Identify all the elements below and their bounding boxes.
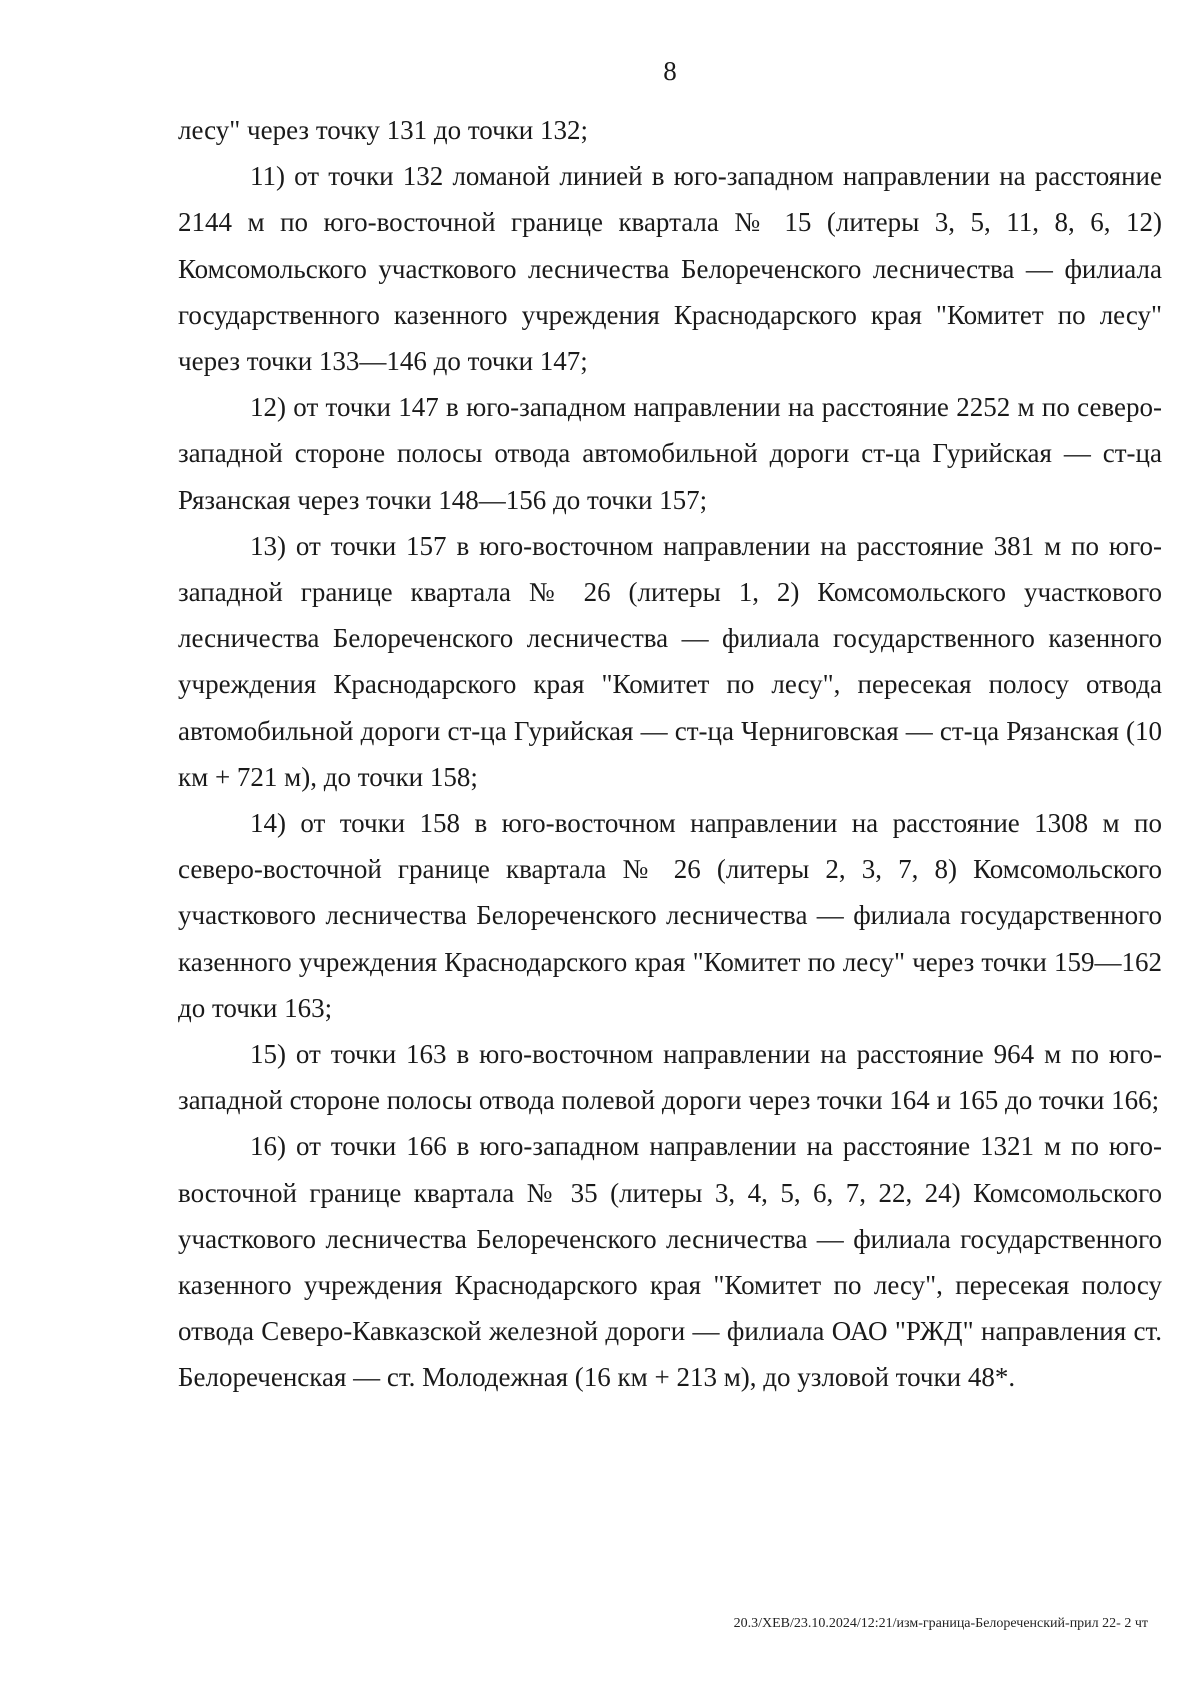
paragraph-continuation: лесу" через точку 131 до точки 132; [178, 115, 589, 145]
document-footer-code: 20.3/ХЕВ/23.10.2024/12:21/изм-граница-Белореченский-прил 22- 2 чт [733, 1616, 1148, 1631]
paragraph-item-15: 15) от точки 163 в юго-восточном направлении на расстояние 964 м по юго-западной стороне полосы отвода полевой дороги через точки 164 и 165 до точки 166; [178, 1039, 1162, 1116]
paragraph-item-12: 12) от точки 147 в юго-западном направлении на расстояние 2252 м по северо-западной стороне полосы отвода автомобильной дороги ст-ца Гурийская — ст-ца Рязанская через точки 148—156 до точки 157; [178, 392, 1162, 515]
paragraph-item-16: 16) от точки 166 в юго-западном направлении на расстояние 1321 м по юго-восточной границе квартала № 35 (литеры 3, 4, 5, 6, 7, 22, 24) Комсомольского участкового лесничества Белореченского лесничества — филиала государственного казенного учреждения Краснодарского края "Комитет по лесу", пересекая полосу отвода Северо-Кавказской железной дороги — филиала ОАО "РЖД" направления ст. Белореченская — ст. Молодежная (16 км + 213 м), до узловой точки 48*. [178, 1131, 1162, 1393]
document-body [178, 107, 1162, 1401]
paragraph-item-14: 14) от точки 158 в юго-восточном направлении на расстояние 1308 м по северо-восточной границе квартала № 26 (литеры 2, 3, 7, 8) Комсомольского участкового лесничества Белореченского лесничества — филиала государственного казенного учреждения Краснодарского края "Комитет по лесу" через точки 159—162 до точки 163; [178, 808, 1162, 1023]
page-number: 8 [663, 56, 677, 86]
paragraph-item-11: 11) от точки 132 ломаной линией в юго-западном направлении на расстояние 2144 м по юго-восточной границе квартала № 15 (литеры 3, 5, 11, 8, 6, 12) Комсомольского участкового лесничества Белореченского лесничества — филиала государственного казенного учреждения Краснодарского края "Комитет по лесу" через точки 133—146 до точки 147; [178, 161, 1162, 377]
paragraph-item-13: 13) от точки 157 в юго-восточном направлении на расстояние 381 м по юго-западной границе квартала № 26 (литеры 1, 2) Комсомольского участкового лесничества Белореченского лесничества — филиала государственного казенного учреждения Краснодарского края "Комитет по лесу", пересекая полосу отвода автомобильной дороги ст-ца Гурийская — ст-ца Черниговская — ст-ца Рязанская (10 км + 721 м), до точки 158; [178, 530, 1162, 792]
